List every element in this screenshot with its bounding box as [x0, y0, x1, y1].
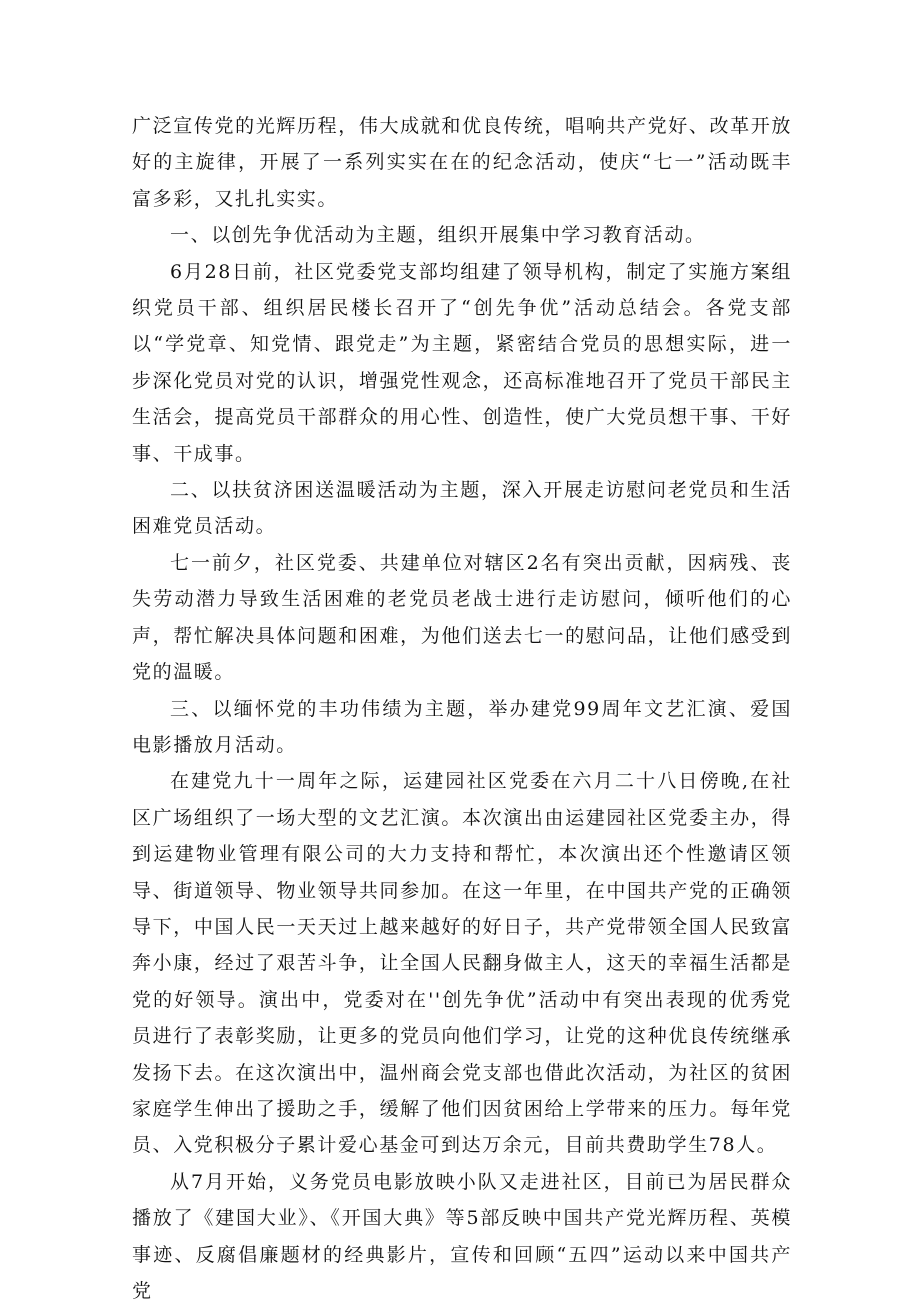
section-heading-2: 二、以扶贫济困送温暖活动为主题，深入开展走访慰问老党员和生活困难党员活动。	[132, 479, 792, 538]
paragraph-visiting-members: 七一前夕，社区党委、共建单位对辖区2名有突出贡献，因病残、丧失劳动潜力导致生活困难的老党员老战士进行走访慰问，倾听他们的心声，帮忙解决具体问题和困难，为他们送去七一的慰问品，让他们感受到党的温暖。	[132, 551, 792, 684]
paragraph-art-performance: 在建党九十一周年之际，运建园社区党委在六月二十八日傍晚,在社区广场组织了一场大型的文艺汇演。本次演出由运建园社区党委主办，得到运建物业管理有限公司的大力支持和帮忙，本次演出还个性邀请区领导、街道领导、物业领导共同参加。在这一年里，在中国共产党的正确领导下，中国人民一天天过上越来越好的好日子，共产党带领全国人民致富奔小康，经过了艰苦斗争，让全国人民翻身做主人，这天的幸福生活都是党的好领导。演出中，党委对在''创先争优”活动中有突出表现的优秀党员进行了表彰奖励，让更多的党员向他们学习，让党的这种优良传统继承发扬下去。在这次演出中，温州商会党支部也借此次活动，为社区的贫困家庭学生伸出了援助之手，缓解了他们因贫困给上学带来的压力。每年党员、入党积极分子累计爱心基金可到达万余元，目前共费助学生78人。	[132, 770, 792, 1157]
section-heading-1: 一、以创先争优活动为主题，组织开展集中学习教育活动。	[170, 224, 706, 247]
paragraph-continuation: 广泛宣传党的光辉历程，伟大成就和优良传统，唱响共产党好、改革开放好的主旋律，开展了一系列实实在在的纪念活动，使庆“七一”活动既丰富多彩，又扎扎实实。	[132, 115, 792, 210]
paragraph-study-activities: 6月28日前，社区党委党支部均组建了领导机构，制定了实施方案组织党员干部、组织居民楼长召开了“创先争优”活动总结会。各党支部以“学党章、知党情、跟党走”为主题，紧密结合党员的思想实际，进一步深化党员对党的认识，增强党性观念，还高标准地召开了党员干部民主生活会，提高党员干部群众的用心性、创造性，使广大党员想干事、干好事、干成事。	[132, 260, 792, 465]
paragraph-film-screening: 从7月开始，义务党员电影放映小队又走进社区，目前已为居民群众播放了《建国大业》、《开国大典》等5部反映中国共产党光辉历程、英模事迹、反腐倡廉题材的经典影片，宣传和回顾“五四”运动以来中国共产党	[132, 1170, 792, 1302]
section-heading-3: 三、以缅怀党的丰功伟绩为主题，举办建党99周年文艺汇演、爱国电影播放月活动。	[132, 697, 792, 756]
document-body	[132, 108, 792, 1309]
